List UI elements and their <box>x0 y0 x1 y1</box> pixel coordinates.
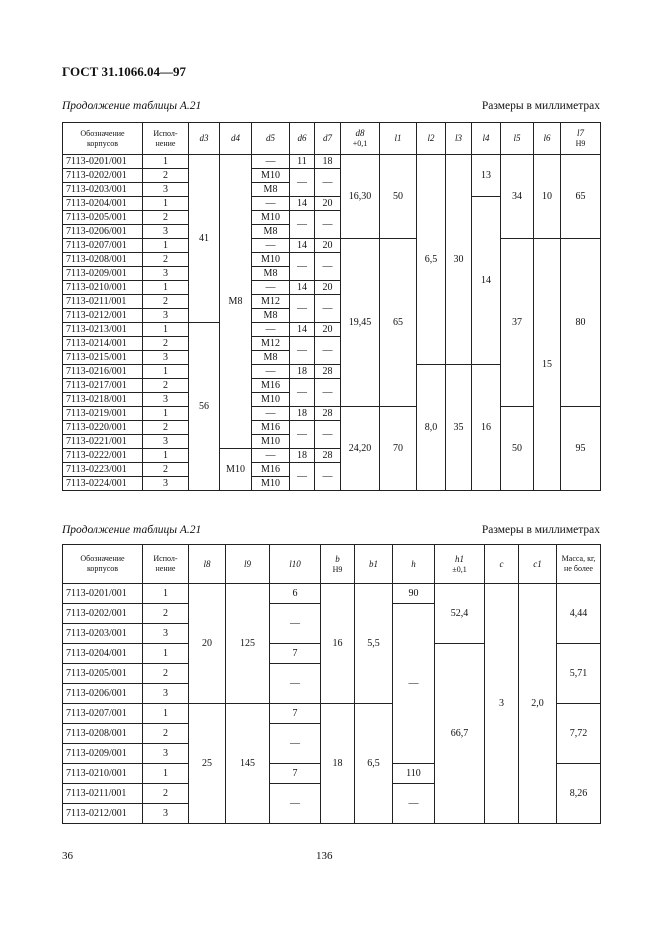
dimensions-table-1 <box>62 122 601 491</box>
h-cell: 90 <box>393 584 435 604</box>
d5-cell: — <box>252 197 290 211</box>
l1-cell: 50 <box>380 155 417 239</box>
col-header-designation: Обозначение корпусов <box>63 123 143 155</box>
dimensions-table-2 <box>62 544 601 824</box>
d5-cell: M10 <box>252 477 290 491</box>
variant-cell: 2 <box>143 784 189 804</box>
l4-cell: 16 <box>472 365 501 491</box>
l5-cell: 50 <box>501 407 534 491</box>
d5-cell: M8 <box>252 183 290 197</box>
d7-cell: 20 <box>315 197 341 211</box>
h-cell: 110 <box>393 764 435 784</box>
l5-cell: 37 <box>501 239 534 407</box>
d7-cell: — <box>315 337 341 365</box>
variant-cell: 3 <box>143 477 189 491</box>
designation-cell: 7113-0215/001 <box>63 351 143 365</box>
designation-cell: 7113-0210/001 <box>63 764 143 784</box>
table-row <box>63 407 601 421</box>
l7-cell: 95 <box>561 407 601 491</box>
d6-cell: 14 <box>290 281 315 295</box>
col-header-designation: Обозначение корпусов <box>63 545 143 584</box>
d6-cell: 18 <box>290 407 315 421</box>
d5-cell: M8 <box>252 225 290 239</box>
d7-cell: 20 <box>315 239 341 253</box>
l10-cell: — <box>270 664 321 704</box>
h-cell: — <box>393 604 435 764</box>
variant-cell: 2 <box>143 211 189 225</box>
designation-cell: 7113-0211/001 <box>63 295 143 309</box>
designation-cell: 7113-0209/001 <box>63 267 143 281</box>
col-header-h1: h1 ±0,1 <box>435 545 485 584</box>
designation-cell: 7113-0224/001 <box>63 477 143 491</box>
col-header-d5: d5 <box>252 123 290 155</box>
d6-cell: — <box>290 169 315 197</box>
col-header-c1: c1 <box>519 545 557 584</box>
d5-cell: M8 <box>252 267 290 281</box>
variant-cell: 1 <box>143 449 189 463</box>
designation-cell: 7113-0217/001 <box>63 379 143 393</box>
variant-cell: 1 <box>143 644 189 664</box>
variant-cell: 3 <box>143 351 189 365</box>
b1-cell: 6,5 <box>355 704 393 824</box>
col-header-l3: l3 <box>446 123 472 155</box>
l2-cell: 6,5 <box>417 155 446 365</box>
l10-cell: 7 <box>270 704 321 724</box>
variant-cell: 2 <box>143 724 189 744</box>
d5-cell: M16 <box>252 379 290 393</box>
l9-cell: 125 <box>226 584 270 704</box>
col-header-b1: b1 <box>355 545 393 584</box>
designation-cell: 7113-0213/001 <box>63 323 143 337</box>
l4-cell: 14 <box>472 197 501 365</box>
d4-cell: M10 <box>220 449 252 491</box>
col-header-l4: l4 <box>472 123 501 155</box>
l6-cell: 10 <box>534 155 561 239</box>
col-header-l7: l7 H9 <box>561 123 601 155</box>
d5-cell: — <box>252 155 290 169</box>
col-header-d6: d6 <box>290 123 315 155</box>
l10-cell: — <box>270 724 321 764</box>
variant-cell: 2 <box>143 253 189 267</box>
designation-cell: 7113-0212/001 <box>63 309 143 323</box>
d7-cell: 28 <box>315 449 341 463</box>
variant-cell: 2 <box>143 421 189 435</box>
l7-cell: 80 <box>561 239 601 407</box>
designation-cell: 7113-0221/001 <box>63 435 143 449</box>
d5-cell: M16 <box>252 463 290 477</box>
designation-cell: 7113-0216/001 <box>63 365 143 379</box>
d6-cell: 18 <box>290 365 315 379</box>
col-header-d4: d4 <box>220 123 252 155</box>
variant-cell: 2 <box>143 664 189 684</box>
d6-cell: 14 <box>290 197 315 211</box>
designation-cell: 7113-0201/001 <box>63 155 143 169</box>
variant-cell: 3 <box>143 309 189 323</box>
col-header-d8: d8 +0,1 <box>341 123 380 155</box>
variant-cell: 3 <box>143 393 189 407</box>
h1-cell: 52,4 <box>435 584 485 644</box>
d5-cell: M8 <box>252 351 290 365</box>
d7-cell: — <box>315 295 341 323</box>
l4-cell: 13 <box>472 155 501 197</box>
designation-cell: 7113-0214/001 <box>63 337 143 351</box>
d7-cell: 18 <box>315 155 341 169</box>
d7-cell: — <box>315 421 341 449</box>
d7-cell: 28 <box>315 407 341 421</box>
d5-cell: — <box>252 449 290 463</box>
designation-cell: 7113-0206/001 <box>63 225 143 239</box>
d4-cell: M8 <box>220 155 252 449</box>
l6-cell: 15 <box>534 239 561 491</box>
col-header-variant: Испол-нение <box>143 123 189 155</box>
l8-cell: 20 <box>189 584 226 704</box>
col-header-l10: l10 <box>270 545 321 584</box>
designation-cell: 7113-0207/001 <box>63 239 143 253</box>
d3-cell: 56 <box>189 323 220 491</box>
col-header-mass: Масса, кг, не более <box>557 545 601 584</box>
l10-cell: — <box>270 784 321 824</box>
col-header-c: c <box>485 545 519 584</box>
l8-cell: 25 <box>189 704 226 824</box>
designation-cell: 7113-0212/001 <box>63 804 143 824</box>
d5-cell: — <box>252 323 290 337</box>
l10-cell: 6 <box>270 584 321 604</box>
variant-cell: 3 <box>143 435 189 449</box>
variant-cell: 3 <box>143 744 189 764</box>
table1-caption: Продолжение таблицы А.21 <box>62 100 202 112</box>
variant-cell: 1 <box>143 323 189 337</box>
d5-cell: M12 <box>252 295 290 309</box>
designation-cell: 7113-0219/001 <box>63 407 143 421</box>
d5-cell: M10 <box>252 211 290 225</box>
variant-cell: 1 <box>143 704 189 724</box>
l10-cell: — <box>270 604 321 644</box>
d6-cell: — <box>290 253 315 281</box>
designation-cell: 7113-0208/001 <box>63 724 143 744</box>
col-header-h: h <box>393 545 435 584</box>
l7-cell: 65 <box>561 155 601 239</box>
d6-cell: 11 <box>290 155 315 169</box>
d6-cell: — <box>290 463 315 491</box>
designation-cell: 7113-0202/001 <box>63 604 143 624</box>
designation-cell: 7113-0210/001 <box>63 281 143 295</box>
table2-caption: Продолжение таблицы А.21 <box>62 524 202 536</box>
table-row <box>63 239 601 253</box>
l5-cell: 34 <box>501 155 534 239</box>
l1-cell: 70 <box>380 407 417 491</box>
d5-cell: M10 <box>252 253 290 267</box>
designation-cell: 7113-0218/001 <box>63 393 143 407</box>
variant-cell: 2 <box>143 379 189 393</box>
variant-cell: 2 <box>143 295 189 309</box>
d7-cell: — <box>315 169 341 197</box>
l10-cell: 7 <box>270 764 321 784</box>
mass-cell: 7,72 <box>557 704 601 764</box>
designation-cell: 7113-0204/001 <box>63 197 143 211</box>
col-header-l2: l2 <box>417 123 446 155</box>
d6-cell: 14 <box>290 239 315 253</box>
variant-cell: 3 <box>143 183 189 197</box>
d7-cell: — <box>315 211 341 239</box>
col-header-d7: d7 <box>315 123 341 155</box>
designation-cell: 7113-0223/001 <box>63 463 143 477</box>
variant-cell: 2 <box>143 604 189 624</box>
d6-cell: — <box>290 379 315 407</box>
d5-cell: M12 <box>252 337 290 351</box>
designation-cell: 7113-0205/001 <box>63 664 143 684</box>
designation-cell: 7113-0220/001 <box>63 421 143 435</box>
l2-cell: 8,0 <box>417 365 446 491</box>
designation-cell: 7113-0208/001 <box>63 253 143 267</box>
designation-cell: 7113-0207/001 <box>63 704 143 724</box>
d7-cell: 20 <box>315 323 341 337</box>
page-number-center: 136 <box>316 850 333 862</box>
variant-cell: 1 <box>143 239 189 253</box>
variant-cell: 3 <box>143 624 189 644</box>
c1-cell: 2,0 <box>519 584 557 824</box>
designation-cell: 7113-0204/001 <box>63 644 143 664</box>
d5-cell: M8 <box>252 309 290 323</box>
d6-cell: — <box>290 421 315 449</box>
designation-cell: 7113-0202/001 <box>63 169 143 183</box>
d5-cell: — <box>252 407 290 421</box>
variant-cell: 2 <box>143 169 189 183</box>
variant-cell: 1 <box>143 584 189 604</box>
l3-cell: 30 <box>446 155 472 365</box>
l1-cell: 65 <box>380 239 417 407</box>
table1-units-caption: Размеры в миллиметрах <box>481 100 600 112</box>
variant-cell: 1 <box>143 407 189 421</box>
d5-cell: — <box>252 365 290 379</box>
d5-cell: M10 <box>252 435 290 449</box>
variant-cell: 1 <box>143 365 189 379</box>
variant-cell: 3 <box>143 684 189 704</box>
mass-cell: 5,71 <box>557 644 601 704</box>
d6-cell: — <box>290 295 315 323</box>
d3-cell: 41 <box>189 155 220 323</box>
d5-cell: M16 <box>252 421 290 435</box>
table-row <box>63 155 601 169</box>
variant-cell: 1 <box>143 281 189 295</box>
l9-cell: 145 <box>226 704 270 824</box>
designation-cell: 7113-0206/001 <box>63 684 143 704</box>
col-header-l1: l1 <box>380 123 417 155</box>
variant-cell: 3 <box>143 804 189 824</box>
col-header-d3: d3 <box>189 123 220 155</box>
d5-cell: M10 <box>252 393 290 407</box>
h-cell: — <box>393 784 435 824</box>
d8-cell: 24,20 <box>341 407 380 491</box>
d5-cell: — <box>252 281 290 295</box>
d8-cell: 16,30 <box>341 155 380 239</box>
designation-cell: 7113-0211/001 <box>63 784 143 804</box>
d6-cell: 18 <box>290 449 315 463</box>
d5-cell: — <box>252 239 290 253</box>
d7-cell: — <box>315 463 341 491</box>
designation-cell: 7113-0209/001 <box>63 744 143 764</box>
b-cell: 18 <box>321 704 355 824</box>
d7-cell: — <box>315 253 341 281</box>
d5-cell: M10 <box>252 169 290 183</box>
h1-cell: 66,7 <box>435 644 485 824</box>
variant-cell: 1 <box>143 764 189 784</box>
d7-cell: 20 <box>315 281 341 295</box>
d7-cell: 28 <box>315 365 341 379</box>
variant-cell: 1 <box>143 197 189 211</box>
page-number-left: 36 <box>62 850 73 862</box>
variant-cell: 2 <box>143 337 189 351</box>
b1-cell: 5,5 <box>355 584 393 704</box>
col-header-l9: l9 <box>226 545 270 584</box>
d6-cell: — <box>290 337 315 365</box>
variant-cell: 3 <box>143 225 189 239</box>
col-header-b: b H9 <box>321 545 355 584</box>
d6-cell: — <box>290 211 315 239</box>
d7-cell: — <box>315 379 341 407</box>
mass-cell: 8,26 <box>557 764 601 824</box>
l3-cell: 35 <box>446 365 472 491</box>
c-cell: 3 <box>485 584 519 824</box>
designation-cell: 7113-0222/001 <box>63 449 143 463</box>
variant-cell: 2 <box>143 463 189 477</box>
b-cell: 16 <box>321 584 355 704</box>
d8-cell: 19,45 <box>341 239 380 407</box>
col-header-l5: l5 <box>501 123 534 155</box>
designation-cell: 7113-0203/001 <box>63 624 143 644</box>
document-header: ГОСТ 31.1066.04—97 <box>62 64 187 79</box>
l10-cell: 7 <box>270 644 321 664</box>
table-row <box>63 584 601 604</box>
table2-units-caption: Размеры в миллиметрах <box>481 524 600 536</box>
variant-cell: 1 <box>143 155 189 169</box>
designation-cell: 7113-0205/001 <box>63 211 143 225</box>
designation-cell: 7113-0201/001 <box>63 584 143 604</box>
d6-cell: 14 <box>290 323 315 337</box>
col-header-l8: l8 <box>189 545 226 584</box>
designation-cell: 7113-0203/001 <box>63 183 143 197</box>
col-header-variant: Испол-нение <box>143 545 189 584</box>
variant-cell: 3 <box>143 267 189 281</box>
col-header-l6: l6 <box>534 123 561 155</box>
mass-cell: 4,44 <box>557 584 601 644</box>
